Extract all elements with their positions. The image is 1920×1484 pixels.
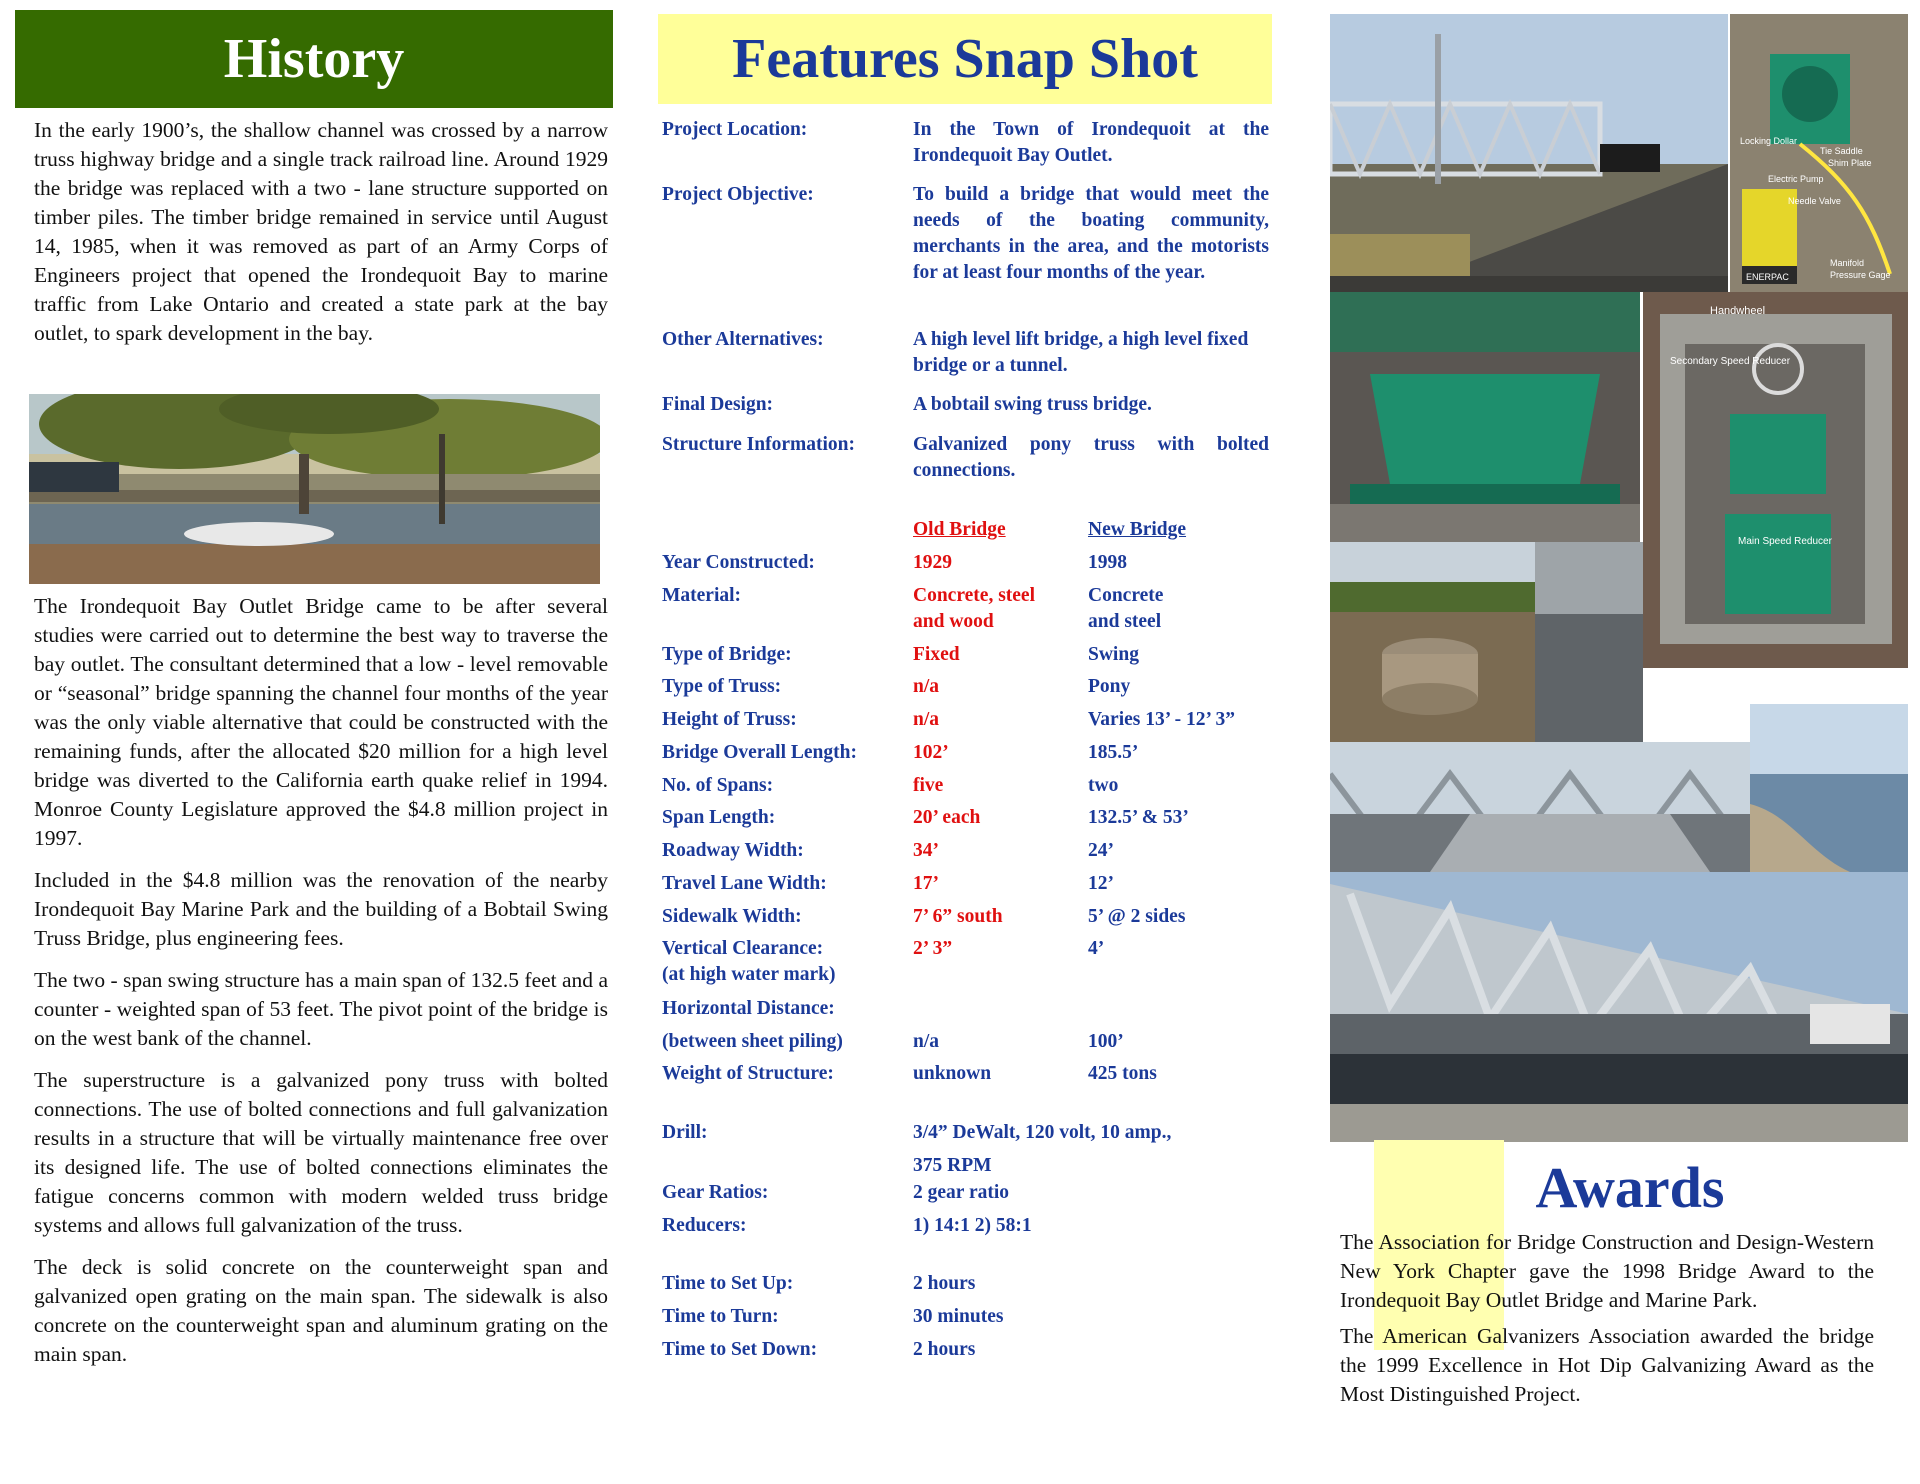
time-set-down-label: Time to Set Down: bbox=[662, 1339, 818, 1360]
row-new-value: Pony bbox=[1088, 676, 1131, 697]
row-old-value: 7’ 6” south bbox=[913, 906, 1003, 927]
row-label: Type of Truss: bbox=[662, 676, 782, 697]
row-old-value: n/a bbox=[913, 709, 940, 730]
gear-ratios-value: 2 gear ratio bbox=[913, 1182, 1010, 1203]
hydraulic-pump-photo bbox=[1730, 14, 1908, 292]
structure-information-value: Galvanized pony truss with bolted connections. bbox=[913, 434, 1269, 481]
row-label: Material: bbox=[662, 585, 742, 606]
awards-paragraph-1: The Association for Bridge Construction and Design-Western New York Chapter gave the 1998 Bridge Award to the Irondequoit Bay Outlet Bridge and Marine Park. bbox=[1340, 1230, 1874, 1312]
time-turn-label: Time to Turn: bbox=[662, 1306, 779, 1327]
photo-label-handwheel: Handwheel bbox=[1710, 305, 1766, 317]
row-label: Sidewalk Width: bbox=[662, 906, 802, 927]
gear-ratios-label: Gear Ratios: bbox=[662, 1182, 769, 1203]
row-new-value: 100’ bbox=[1088, 1031, 1124, 1052]
photo-label-enerpac: ENERPAC bbox=[1746, 272, 1789, 282]
history-paragraph-3: Included in the $4.8 million was the renovation of the nearby Irondequoit Bay Marine Park and the building of a Bobtail Swing Truss Bridge, plus engineering fees. bbox=[34, 868, 608, 950]
row-old-value: n/a bbox=[913, 1031, 940, 1052]
row-old-value-line2: and wood bbox=[913, 611, 994, 632]
other-alternatives-value: A high level lift bridge, a high level fixed bridge or a tunnel. bbox=[913, 329, 1249, 376]
old-bridge-photo bbox=[29, 394, 600, 584]
history-paragraph-6: The deck is solid concrete on the counterweight span and galvanized open grating on the main span. The sidewalk is also concrete on the counterweight span and aluminum grating on the main span. bbox=[34, 1255, 608, 1366]
time-set-up-label: Time to Set Up: bbox=[662, 1273, 794, 1294]
row-label: Year Constructed: bbox=[662, 552, 815, 573]
drill-value-line2: 375 RPM bbox=[913, 1155, 992, 1176]
time-set-up-value: 2 hours bbox=[913, 1273, 976, 1294]
photo-label-manifold: Manifold bbox=[1830, 258, 1865, 268]
row-old-value: n/a bbox=[913, 676, 940, 697]
collage-illustration bbox=[1330, 14, 1908, 1142]
row-new-value: 425 tons bbox=[1088, 1063, 1157, 1084]
photo-label-main-reducer: Main Speed Reducer bbox=[1738, 536, 1832, 547]
old-bridge-photo-illustration bbox=[29, 394, 600, 584]
other-alternatives-label: Other Alternatives: bbox=[662, 329, 824, 350]
features-heading: Features Snap Shot bbox=[658, 14, 1272, 104]
row-new-value: 5’ @ 2 sides bbox=[1088, 906, 1186, 927]
speed-reducer-photo bbox=[1643, 292, 1908, 668]
row-label: Bridge Overall Length: bbox=[662, 742, 857, 763]
row-label: Roadway Width: bbox=[662, 840, 804, 861]
row-label: Height of Truss: bbox=[662, 709, 797, 730]
history-paragraph-2: The Irondequoit Bay Outlet Bridge came to be after several studies were carried out to determine the best way to traverse the bay outlet. The consultant determined that a low - level removable or “seasonal” bridge spanning the channel four months of the year was the only viable alternative that could be constructed with the remaining funds, after the allocated $20 million for a high level bridge was diverted to the California earth quake relief in 1994. Monroe County Legislature approved the $4.8 million project in 1997. bbox=[34, 594, 608, 850]
row-new-value: two bbox=[1088, 775, 1119, 796]
pivot-pit-photo bbox=[1330, 542, 1535, 742]
row-new-value: 24’ bbox=[1088, 840, 1114, 861]
history-paragraph-4: The two - span swing structure has a main span of 132.5 feet and a counter - weighted span of 53 feet. The pivot point of the bridge is on the west bank of the channel. bbox=[34, 968, 608, 1050]
final-design-value: A bobtail swing truss bridge. bbox=[913, 394, 1152, 415]
row-label: No. of Spans: bbox=[662, 775, 774, 796]
photo-label-electric-pump: Electric Pump bbox=[1768, 174, 1824, 184]
awards-text bbox=[1340, 1228, 1874, 1416]
row-new-value: 132.5’ & 53’ bbox=[1088, 807, 1189, 828]
drill-value: 3/4” DeWalt, 120 volt, 10 amp., bbox=[913, 1122, 1172, 1143]
history-heading: History bbox=[15, 10, 613, 108]
awards-heading: Awards bbox=[1535, 1155, 1725, 1220]
row-new-value: Concrete bbox=[1088, 585, 1164, 606]
row-label-line2: (at high water mark) bbox=[662, 964, 836, 985]
row-old-value: Fixed bbox=[913, 644, 960, 665]
reducers-value: 1) 14:1 2) 58:1 bbox=[913, 1215, 1032, 1236]
project-location-value: In the Town of Irondequoit at the Irondequoit Bay Outlet. bbox=[913, 119, 1269, 166]
row-new-value: 12’ bbox=[1088, 873, 1114, 894]
row-label: Weight of Structure: bbox=[662, 1063, 834, 1084]
row-old-value: five bbox=[913, 775, 944, 796]
final-design-label: Final Design: bbox=[662, 394, 774, 415]
photo-label-pressure-gage: Pressure Gage bbox=[1830, 270, 1891, 280]
row-new-value: 1998 bbox=[1088, 552, 1127, 573]
row-old-value: 34’ bbox=[913, 840, 939, 861]
row-label: Vertical Clearance: bbox=[662, 938, 824, 959]
row-old-value: 20’ each bbox=[913, 807, 981, 828]
row-new-value-line2: and steel bbox=[1088, 611, 1162, 632]
history-paragraphs-2-6 bbox=[34, 592, 608, 1382]
shoreline-photo bbox=[1750, 704, 1908, 872]
photo-label-shim-plate: Shim Plate bbox=[1828, 158, 1872, 168]
bridge-photo-collage bbox=[1330, 14, 1908, 1142]
deck-construction-photo bbox=[1535, 542, 1643, 742]
row-new-value: 4’ bbox=[1088, 938, 1105, 959]
truss-grating-photo bbox=[1330, 742, 1750, 872]
photo-label-locking-dollar: Locking Dollar bbox=[1740, 136, 1798, 146]
row-old-value: 17’ bbox=[913, 873, 939, 894]
photo-label-needle-valve: Needle Valve bbox=[1788, 196, 1841, 206]
row-label: Travel Lane Width: bbox=[662, 873, 827, 894]
old-bridge-column-header: Old Bridge bbox=[913, 519, 1006, 540]
photo-label-tie-saddle: Tie Saddle bbox=[1820, 146, 1863, 156]
time-set-down-value: 2 hours bbox=[913, 1339, 976, 1360]
project-objective-value: To build a bridge that would meet the needs of the boating community, merchants in the area, and the motorists for at least four months of the year. bbox=[913, 184, 1269, 283]
row-old-value: 2’ 3” bbox=[913, 938, 953, 959]
row-label: (between sheet piling) bbox=[662, 1031, 843, 1052]
row-old-value: 102’ bbox=[913, 742, 949, 763]
row-label: Span Length: bbox=[662, 807, 776, 828]
new-bridge-photo bbox=[1330, 872, 1908, 1142]
row-old-value: Concrete, steel bbox=[913, 585, 1035, 606]
row-new-value: Swing bbox=[1088, 644, 1139, 665]
history-paragraph-1 bbox=[34, 116, 608, 361]
drill-label: Drill: bbox=[662, 1122, 708, 1143]
row-old-value: unknown bbox=[913, 1063, 992, 1084]
project-objective-label: Project Objective: bbox=[662, 184, 814, 205]
reducers-label: Reducers: bbox=[662, 1215, 747, 1236]
row-label: Horizontal Distance: bbox=[662, 998, 835, 1019]
time-turn-value: 30 minutes bbox=[913, 1306, 1004, 1327]
row-old-value: 1929 bbox=[913, 552, 952, 573]
structure-information-label: Structure Information: bbox=[662, 434, 855, 455]
road-bridge-photo bbox=[1330, 14, 1728, 292]
photo-label-secondary-reducer: Secondary Speed Reducer bbox=[1670, 356, 1791, 367]
project-location-label: Project Location: bbox=[662, 119, 808, 140]
row-label: Type of Bridge: bbox=[662, 644, 792, 665]
pivot-bearing-photo bbox=[1330, 292, 1640, 542]
history-paragraph-5: The superstructure is a galvanized pony truss with bolted connections. The use of bolted connections and full galvanization results in a structure that will be virtually maintenance free over its designed life. The use of bolted connections eliminates the fatigue concerns common with modern welded truss bridge systems and allows full galvanization of the truss. bbox=[34, 1068, 608, 1237]
new-bridge-column-header: New Bridge bbox=[1088, 519, 1187, 540]
row-new-value: 185.5’ bbox=[1088, 742, 1139, 763]
awards-paragraph-2: The American Galvanizers Association awarded the bridge the 1999 Excellence in Hot Dip Galvanizing Award as the Most Distinguished Project. bbox=[1340, 1324, 1874, 1406]
history-paragraph-1-text: In the early 1900’s, the shallow channel was crossed by a narrow truss highway bridge and a single track railroad line. Around 1929 the bridge was replaced with a two - lane structure supported on timber piles. The timber bridge remained in service until August 14, 1985, when it was removed as part of an Army Corps of Engineers project that opened the Irondequoit Bay to marine traffic from Lake Ontario and created a state park at the bay outlet, to spark development in the bay. bbox=[34, 118, 608, 345]
row-new-value: Varies 13’ - 12’ 3” bbox=[1088, 709, 1235, 730]
